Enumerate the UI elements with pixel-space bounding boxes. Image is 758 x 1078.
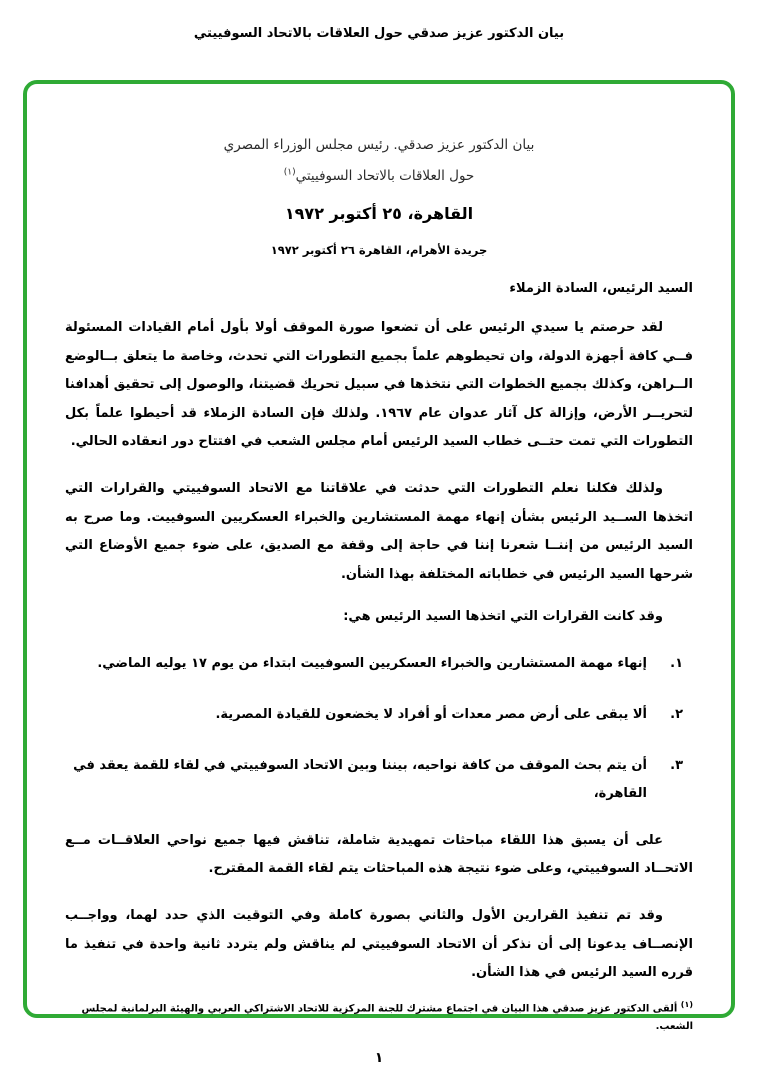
list-item-number: ١. xyxy=(670,656,683,672)
salutation-line: السيد الرئيس، السادة الزملاء xyxy=(509,281,693,297)
document-title-line2: حول العلاقات بالاتحاد السوفييتي$^{(١)}$ xyxy=(283,167,475,185)
document-title-block xyxy=(65,130,693,192)
list-item xyxy=(65,701,693,730)
list-item-text: إنهاء مهمة المستشارين والخبراء العسكريين السوفييت ابتداء من يوم ١٧ يوليه الماضي. xyxy=(97,656,647,672)
footnote-reference-mark: (١) xyxy=(283,167,296,178)
decisions-intro-line: وقد كانت القرارات التي اتخذها السيد الرئيس هي: xyxy=(343,609,663,625)
list-item-number: ٣. xyxy=(670,757,683,773)
document-frame xyxy=(23,80,735,1033)
footnote-text: ألقى الدكتور عزيز صدقي هذا البيان في اجتماع مشترك للجنة المركزية للاتحاد الاشتراكي العربي والهيئة البرلمانية لمجلس الشعب. xyxy=(81,1003,693,1033)
page-number: ١ xyxy=(374,1050,384,1066)
list-item-number: ٢. xyxy=(670,707,683,723)
document-source-line: جريدة الأهرام، القاهرة ٢٦ أكتوبر ١٩٧٢ xyxy=(270,243,488,258)
list-item-text: ألا يبقى على أرض مصر معدات أو أفراد لا يخضعون للقيادة المصرية. xyxy=(215,707,647,723)
paragraph-4: وقد تم تنفيذ القرارين الأول والثاني بصورة كاملة وفي التوقيت الذي حدد لهما، وواجــب الإنصــاف يدعونا إلى أن نذكر أن الاتحاد السوفييتي لم يناقش ولم يتردد ثانية واحدة في تنفيذ ما قرره السيد الرئيس في هذا الشأن. xyxy=(65,908,693,981)
paragraph-3: على أن يسبق هذا اللقاء مباحثات تمهيدية شاملة، تناقش فيها جميع نواحي العلاقــات مــع الاتحــاد السوفييتي، وعلى ضوء نتيجة هذه المباحثات يتم لقاء القمة المقترح. xyxy=(65,832,693,877)
page-header-title: بيان الدكتور عزيز صدقي حول العلاقات بالاتحاد السوفييتي xyxy=(193,26,565,41)
list-item xyxy=(65,752,693,809)
paragraph-1: لقد حرصتم يا سيدي الرئيس على أن تضعوا صورة الموقف أولا بأول أمام القيادات المسئولة فــي كافة أجهزة الدولة، وان تحيطوهم علماً بجميع التطورات التي تحدث، وخاصة ما يتعلق بــالوضع الــراهن، وكذلك بجميع الخطوات التي نتخذها في سبيل تحريك قضيتنا، والوصول إلى تحقيق أهدافنا لتحريــر الأرض، وإزالة كل آثار عدوان عام ١٩٦٧. ولذلك فإن السادة الزملاء قد أحيطوا علماً بكل التطورات التي تمت حتــى خطاب السيد الرئيس أمام مجلس الشعب في افتتاح دور انعقاده الحالي. xyxy=(65,320,693,450)
document-date-line: القاهرة، ٢٥ أكتوبر ١٩٧٢ xyxy=(284,204,474,224)
document-title-line1: بيان الدكتور عزيز صدقي. رئيس مجلس الوزراء المصري xyxy=(223,137,535,153)
footnote-reference-mark: (١) xyxy=(680,999,693,1009)
list-item xyxy=(65,650,693,679)
footnote xyxy=(65,988,693,1036)
decisions-list xyxy=(65,628,693,808)
list-item-text: أن يتم بحث الموقف من كافة نواحيه، بيننا وبين الاتحاد السوفييتي في لقاء للقمة يعقد في القاهرة، xyxy=(73,757,647,802)
paragraph-2: ولذلك فكلنا نعلم التطورات التي حدثت في علاقاتنا مع الاتحاد السوفييتي والقرارات التي اتخذها الســيد الرئيس بشأن إنهاء مهمة المستشارين والخبراء العسكريين السوفييت. وما صرح به السيد الرئيس من إننــا شعرنا إننا في حاجة إلى وقفة مع الصديق، على ضوء جميع الأوضاع التي شرحها السيد الرئيس في خطاباته المختلفة بهذا الشأن. xyxy=(65,481,693,582)
